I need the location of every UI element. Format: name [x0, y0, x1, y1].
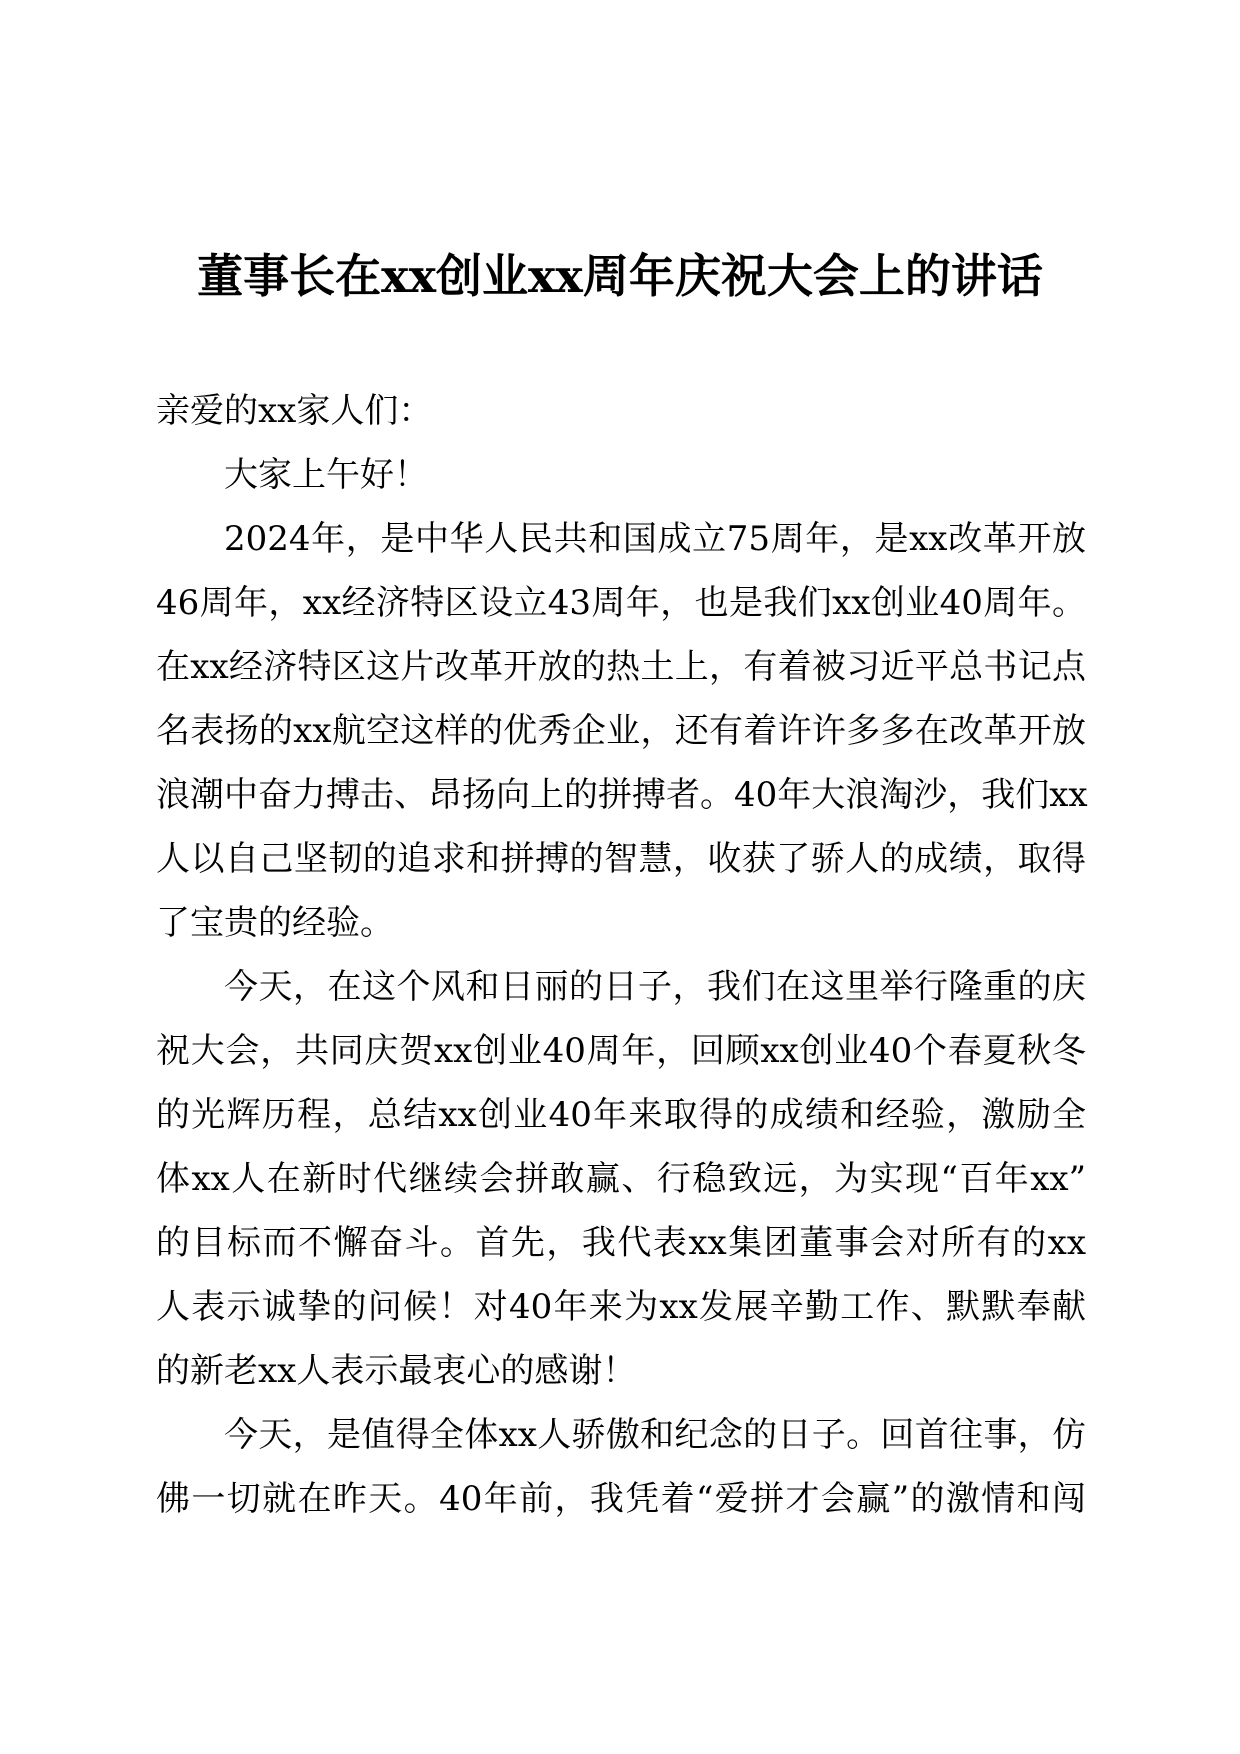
paragraph-line: 的光辉历程，总结xx创业40年来取得的成绩和经验，激励全 — [156, 1095, 1086, 1135]
paragraph-line: 了宝贵的经验。 — [156, 903, 394, 943]
paragraph-line: 2024年，是中华人民共和国成立75周年，是xx改革开放 — [224, 519, 1086, 559]
paragraph-line: 的新老xx人表示最衷心的感谢！ — [156, 1351, 637, 1391]
paragraph-line: 祝大会，共同庆贺xx创业40周年，回顾xx创业40个春夏秋冬 — [156, 1031, 1086, 1071]
paragraph-line: 人表示诚挚的问候！对40年来为xx发展辛勤工作、默默奉献 — [156, 1287, 1086, 1327]
paragraph-line: 名表扬的xx航空这样的优秀企业，还有着许许多多在改革开放 — [156, 711, 1086, 751]
greeting-line: 大家上午好！ — [224, 455, 428, 495]
paragraph-line: 体xx人在新时代继续会拼敢赢、行稳致远，为实现“百年xx” — [156, 1159, 1086, 1199]
document-title: 董事长在xx创业xx周年庆祝大会上的讲话 — [197, 249, 1043, 303]
paragraph-line: 的目标而不懈奋斗。首先，我代表xx集团董事会对所有的xx — [156, 1223, 1086, 1263]
salutation-line: 亲爱的xx家人们： — [156, 391, 433, 431]
paragraph-line: 人以自己坚韧的追求和拼搏的智慧，收获了骄人的成绩，取得 — [156, 839, 1086, 879]
paragraph-line: 在xx经济特区这片改革开放的热土上，有着被习近平总书记点 — [156, 647, 1086, 687]
paragraph-line: 46周年，xx经济特区设立43周年，也是我们xx创业40周年。 — [156, 583, 1086, 623]
paragraph-line: 浪潮中奋力搏击、昂扬向上的拼搏者。40年大浪淘沙，我们xx — [156, 775, 1088, 815]
paragraph-line: 今天，是值得全体xx人骄傲和纪念的日子。回首往事，仿 — [224, 1415, 1086, 1455]
paragraph-line: 佛一切就在昨天。40年前，我凭着“爱拼才会赢”的激情和闯 — [156, 1479, 1086, 1519]
paragraph-line: 今天，在这个风和日丽的日子，我们在这里举行隆重的庆 — [224, 967, 1086, 1007]
document-body — [156, 379, 1086, 1531]
